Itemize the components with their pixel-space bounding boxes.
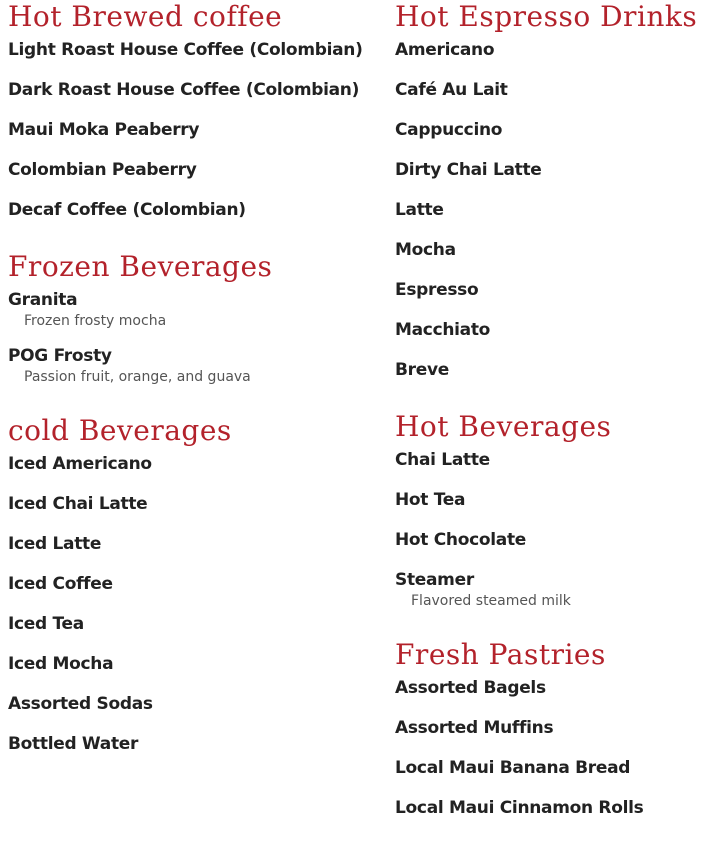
menu-item xyxy=(395,358,700,382)
menu-item-list xyxy=(8,288,378,386)
menu-item-name: Breve xyxy=(395,360,449,380)
menu-item xyxy=(8,532,378,556)
menu-item xyxy=(395,716,700,740)
menu-item xyxy=(8,692,378,716)
menu-item xyxy=(395,448,700,472)
menu-item-description: Passion fruit, orange, and guava xyxy=(24,369,251,385)
section-heading: Frozen Beverages xyxy=(8,250,273,283)
menu-item xyxy=(395,78,700,102)
menu-item xyxy=(395,118,700,142)
menu-item xyxy=(8,652,378,676)
menu-item-name: Light Roast House Coffee (Colombian) xyxy=(8,40,363,60)
right-menu-column xyxy=(395,0,700,820)
menu-item xyxy=(395,198,700,222)
menu-item-name: Iced Tea xyxy=(8,614,84,634)
menu-item xyxy=(8,38,378,62)
menu-item xyxy=(8,78,378,102)
menu-item-description: Frozen frosty mocha xyxy=(24,313,167,329)
menu-item-name: Dirty Chai Latte xyxy=(395,160,542,180)
menu-item-name: Assorted Sodas xyxy=(8,694,153,714)
menu-item-name: Cappuccino xyxy=(395,120,503,140)
menu-item xyxy=(395,528,700,552)
menu-item-name: Espresso xyxy=(395,280,479,300)
menu-section-frozen-beverages xyxy=(8,250,378,386)
menu-section-fresh-pastries xyxy=(395,638,700,820)
menu-item-name: Iced Americano xyxy=(8,454,152,474)
menu-item-name: Iced Coffee xyxy=(8,574,113,594)
menu-item-name: Americano xyxy=(395,40,495,60)
menu-item-name: Iced Chai Latte xyxy=(8,494,148,514)
menu-item-list xyxy=(8,38,378,222)
menu-item-list xyxy=(395,38,700,382)
menu-item-name: Local Maui Cinnamon Rolls xyxy=(395,798,644,818)
menu-item-name: Steamer xyxy=(395,570,474,590)
section-heading: Hot Beverages xyxy=(395,410,612,443)
menu-item-name: Café Au Lait xyxy=(395,80,508,100)
menu-item xyxy=(395,488,700,512)
menu-item-name: POG Frosty xyxy=(8,346,112,366)
menu-item xyxy=(8,452,378,476)
section-heading: Fresh Pastries xyxy=(395,638,606,671)
menu-item-name: Assorted Bagels xyxy=(395,678,546,698)
menu-item-name: Decaf Coffee (Colombian) xyxy=(8,200,246,220)
menu-section-hot-brewed-coffee xyxy=(8,0,378,222)
menu-item xyxy=(8,158,378,182)
menu-item-name: Iced Mocha xyxy=(8,654,114,674)
section-heading: cold Beverages xyxy=(8,414,232,447)
menu-item-name: Chai Latte xyxy=(395,450,490,470)
menu-item xyxy=(395,158,700,182)
menu-item-list xyxy=(395,448,700,610)
menu-item xyxy=(395,278,700,302)
menu-item-name: Dark Roast House Coffee (Colombian) xyxy=(8,80,360,100)
menu-item xyxy=(395,318,700,342)
menu-item-name: Mocha xyxy=(395,240,456,260)
menu-item xyxy=(8,492,378,516)
menu-item xyxy=(8,288,378,330)
menu-item xyxy=(395,38,700,62)
menu-item-list xyxy=(395,676,700,820)
menu-item-description: Flavored steamed milk xyxy=(411,593,571,609)
menu-item-name: Macchiato xyxy=(395,320,491,340)
menu-item-name: Maui Moka Peaberry xyxy=(8,120,200,140)
section-heading: Hot Brewed coffee xyxy=(8,0,283,33)
menu-item xyxy=(8,612,378,636)
menu-item-name: Iced Latte xyxy=(8,534,102,554)
menu-item xyxy=(8,732,378,756)
menu-item xyxy=(8,198,378,222)
menu-section-hot-espresso-drinks xyxy=(395,0,700,382)
menu-item xyxy=(395,756,700,780)
menu-item xyxy=(8,572,378,596)
menu-item-name: Hot Chocolate xyxy=(395,530,527,550)
menu-item-name: Hot Tea xyxy=(395,490,466,510)
left-menu-column xyxy=(8,0,378,756)
menu-item xyxy=(395,238,700,262)
menu-item xyxy=(395,676,700,700)
menu-item-name: Local Maui Banana Bread xyxy=(395,758,631,778)
menu-section-cold-beverages xyxy=(8,414,378,756)
menu-item-name: Colombian Peaberry xyxy=(8,160,197,180)
menu-item xyxy=(395,568,700,610)
menu-item-list xyxy=(8,452,378,756)
menu-item-name: Latte xyxy=(395,200,444,220)
menu-section-hot-beverages xyxy=(395,410,700,610)
menu-item xyxy=(8,344,378,386)
menu-item-name: Granita xyxy=(8,290,78,310)
section-heading: Hot Espresso Drinks xyxy=(395,0,698,33)
menu-item xyxy=(8,118,378,142)
menu-item xyxy=(395,796,700,820)
menu-item-name: Bottled Water xyxy=(8,734,139,754)
menu-item-name: Assorted Muffins xyxy=(395,718,554,738)
